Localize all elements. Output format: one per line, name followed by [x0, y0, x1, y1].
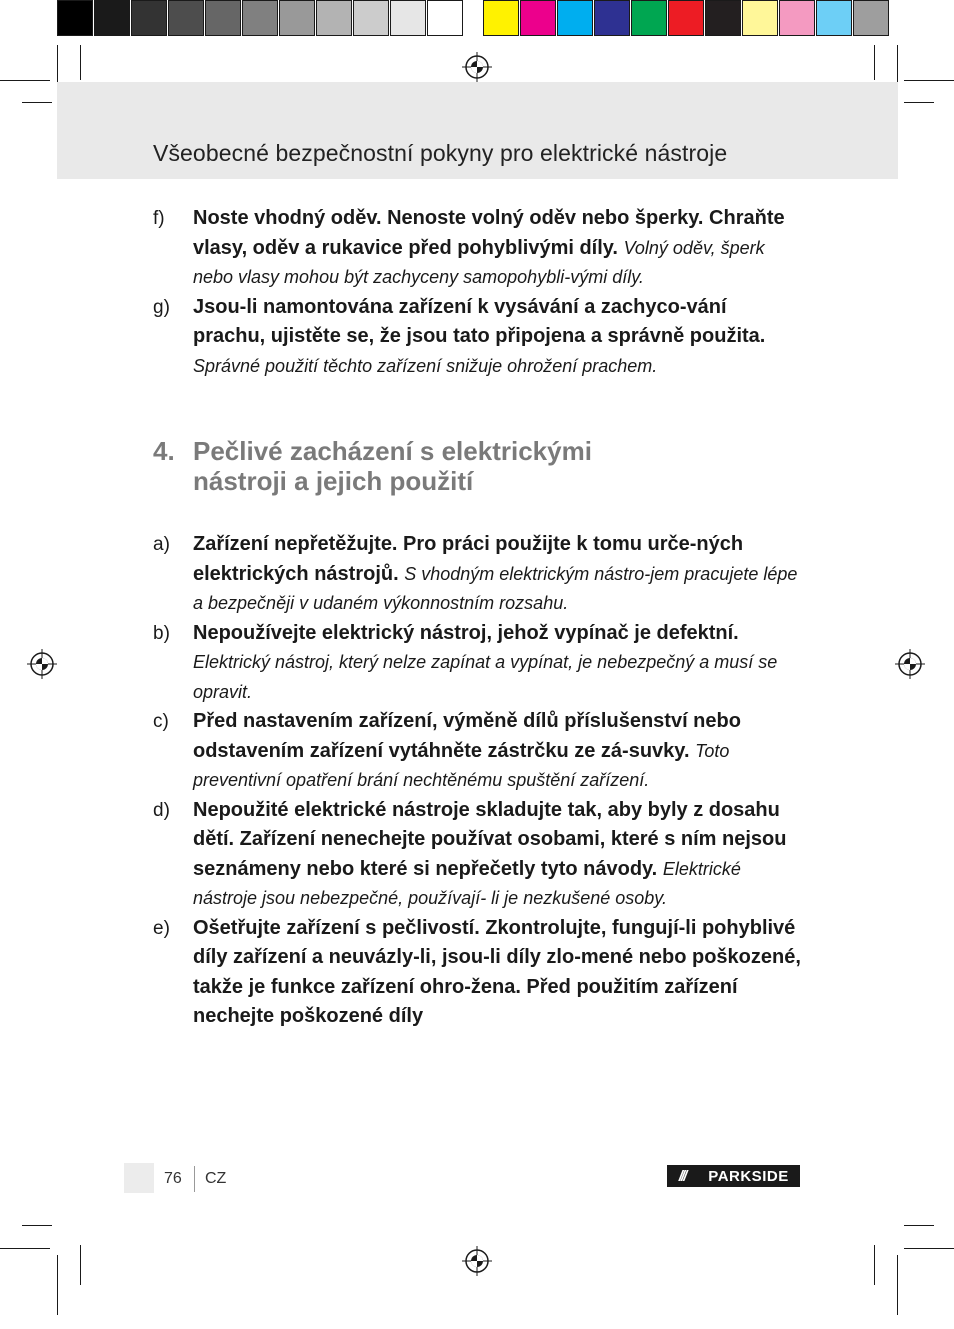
list-item	[153, 914, 803, 1032]
language-code: CZ	[205, 1170, 227, 1187]
color-calibration-bar	[483, 0, 890, 38]
list-item	[153, 707, 803, 796]
section-heading	[153, 436, 803, 496]
item-italic-text: Elektrický nástroj, který nelze zapínat a vypínat, je nebezpečný a musí se opravit.	[193, 652, 778, 702]
color-swatch	[483, 0, 519, 36]
color-swatch	[57, 0, 93, 36]
crop-mark	[904, 1248, 954, 1249]
item-marker: f)	[153, 208, 165, 229]
color-swatch	[779, 0, 815, 36]
crop-mark	[874, 45, 875, 80]
page-number: 76	[164, 1170, 182, 1187]
color-swatch	[427, 0, 463, 36]
item-marker: d)	[153, 799, 170, 821]
item-marker: c)	[153, 711, 169, 732]
item-bold-text: Nepoužité elektrické nástroje skladujte tak, aby byly z dosahu dětí. Zařízení nenechejte používat osobami, které s ním nejsou seznámeny nebo které si nepřečetly tyto návody.	[193, 798, 787, 880]
item-bold-text: Noste vhodný oděv. Nenoste volný oděv nebo šperky. Chraňte vlasy, oděv a rukavice před pohyblivými díly.	[193, 207, 785, 259]
color-swatch	[168, 0, 204, 36]
color-swatch	[557, 0, 593, 36]
item-text	[193, 707, 803, 796]
item-bold-text: Nepoužívejte elektrický nástroj, jehož vypínač je defektní.	[193, 621, 739, 644]
item-italic-text: Elektrické nástroje jsou nebezpečné, používají- li je nezkušené osoby.	[193, 858, 741, 908]
color-swatch	[242, 0, 278, 36]
crop-mark	[0, 1248, 50, 1249]
crop-mark	[904, 102, 934, 103]
crop-mark	[897, 1255, 898, 1315]
color-swatch	[353, 0, 389, 36]
list-item	[153, 293, 803, 382]
section-title: Pečlivé zacházení s elektrickými nástroji a jejich použití	[193, 436, 592, 496]
footer-tab	[124, 1163, 154, 1193]
list-item	[153, 796, 803, 914]
color-swatch	[94, 0, 130, 36]
item-bold-text: Ošetřujte zařízení s pečlivostí. Zkontrolujte, fungují-li pohyblivé díly zařízení a neuvázly-li, jsou-li díly zlo-mené nebo poškozené, takže je funkce zařízení ohro-žena. Před použitím zařízení nechejte poškozené díly	[193, 916, 801, 1027]
footer-divider	[194, 1166, 195, 1192]
item-text	[193, 293, 803, 382]
crop-mark	[80, 45, 81, 80]
item-text	[193, 914, 803, 1032]
parkside-logo	[667, 1165, 800, 1187]
item-italic-text: S vhodným elektrickým nástro-jem pracujete lépe a bezpečněji v udaném výkonnostním rozsahu.	[193, 563, 798, 613]
list-item	[153, 619, 803, 708]
color-swatch	[279, 0, 315, 36]
color-swatch	[520, 0, 556, 36]
registration-mark-icon	[27, 649, 57, 679]
registration-mark-icon	[895, 649, 925, 679]
list-item	[153, 204, 803, 293]
color-swatch	[390, 0, 426, 36]
item-text	[193, 204, 803, 293]
item-marker: b)	[153, 622, 170, 644]
crop-mark	[57, 1255, 58, 1315]
crop-mark	[904, 1225, 934, 1226]
logo-stripes-icon: ///	[678, 1167, 686, 1185]
item-italic-text: Volný oděv, šperk nebo vlasy mohou být zachyceny samopohybli-vými díly.	[193, 237, 765, 287]
crop-mark	[80, 1245, 81, 1285]
color-swatch	[705, 0, 741, 36]
item-bold-text: Zařízení nepřetěžujte. Pro práci použijte k tomu urče-ných elektrických nástrojů.	[193, 533, 744, 585]
logo-text: PARKSIDE	[708, 1167, 789, 1185]
color-swatch	[631, 0, 667, 36]
item-bold-text: Před nastavením zařízení, výměně dílů příslušenství nebo odstavením zařízení vytáhněte zástrčku ze zá-suvky.	[193, 710, 741, 762]
color-swatch	[131, 0, 167, 36]
crop-mark	[0, 80, 50, 81]
item-text	[193, 796, 803, 914]
color-swatch	[816, 0, 852, 36]
item-text	[193, 530, 803, 619]
item-marker: e)	[153, 917, 170, 939]
item-italic-text: Správné použití těchto zařízení snižuje ohrožení prachem.	[193, 355, 658, 376]
item-text	[193, 619, 803, 708]
item-marker: a)	[153, 534, 170, 555]
list-item	[153, 530, 803, 619]
crop-mark	[22, 102, 52, 103]
registration-mark-icon	[462, 1246, 492, 1276]
crop-mark	[22, 1225, 52, 1226]
crop-mark	[904, 80, 954, 81]
grayscale-calibration-bar	[57, 0, 464, 38]
registration-mark-icon	[462, 52, 492, 82]
main-content	[153, 204, 803, 1032]
color-swatch	[853, 0, 889, 36]
item-italic-text: Toto preventivní opatření brání nechtěnému spuštění zařízení.	[193, 740, 730, 790]
page-title: Všeobecné bezpečnostní pokyny pro elektrické nástroje	[153, 140, 728, 166]
crop-mark	[874, 1245, 875, 1285]
color-swatch	[594, 0, 630, 36]
item-bold-text: Jsou-li namontována zařízení k vysávání a zachyco-vání prachu, ujistěte se, že jsou tato připojena a správně použita.	[193, 295, 766, 347]
color-swatch	[668, 0, 704, 36]
color-swatch	[742, 0, 778, 36]
section-number: 4.	[153, 436, 175, 466]
item-marker: g)	[153, 296, 170, 318]
color-swatch	[316, 0, 352, 36]
color-swatch	[205, 0, 241, 36]
